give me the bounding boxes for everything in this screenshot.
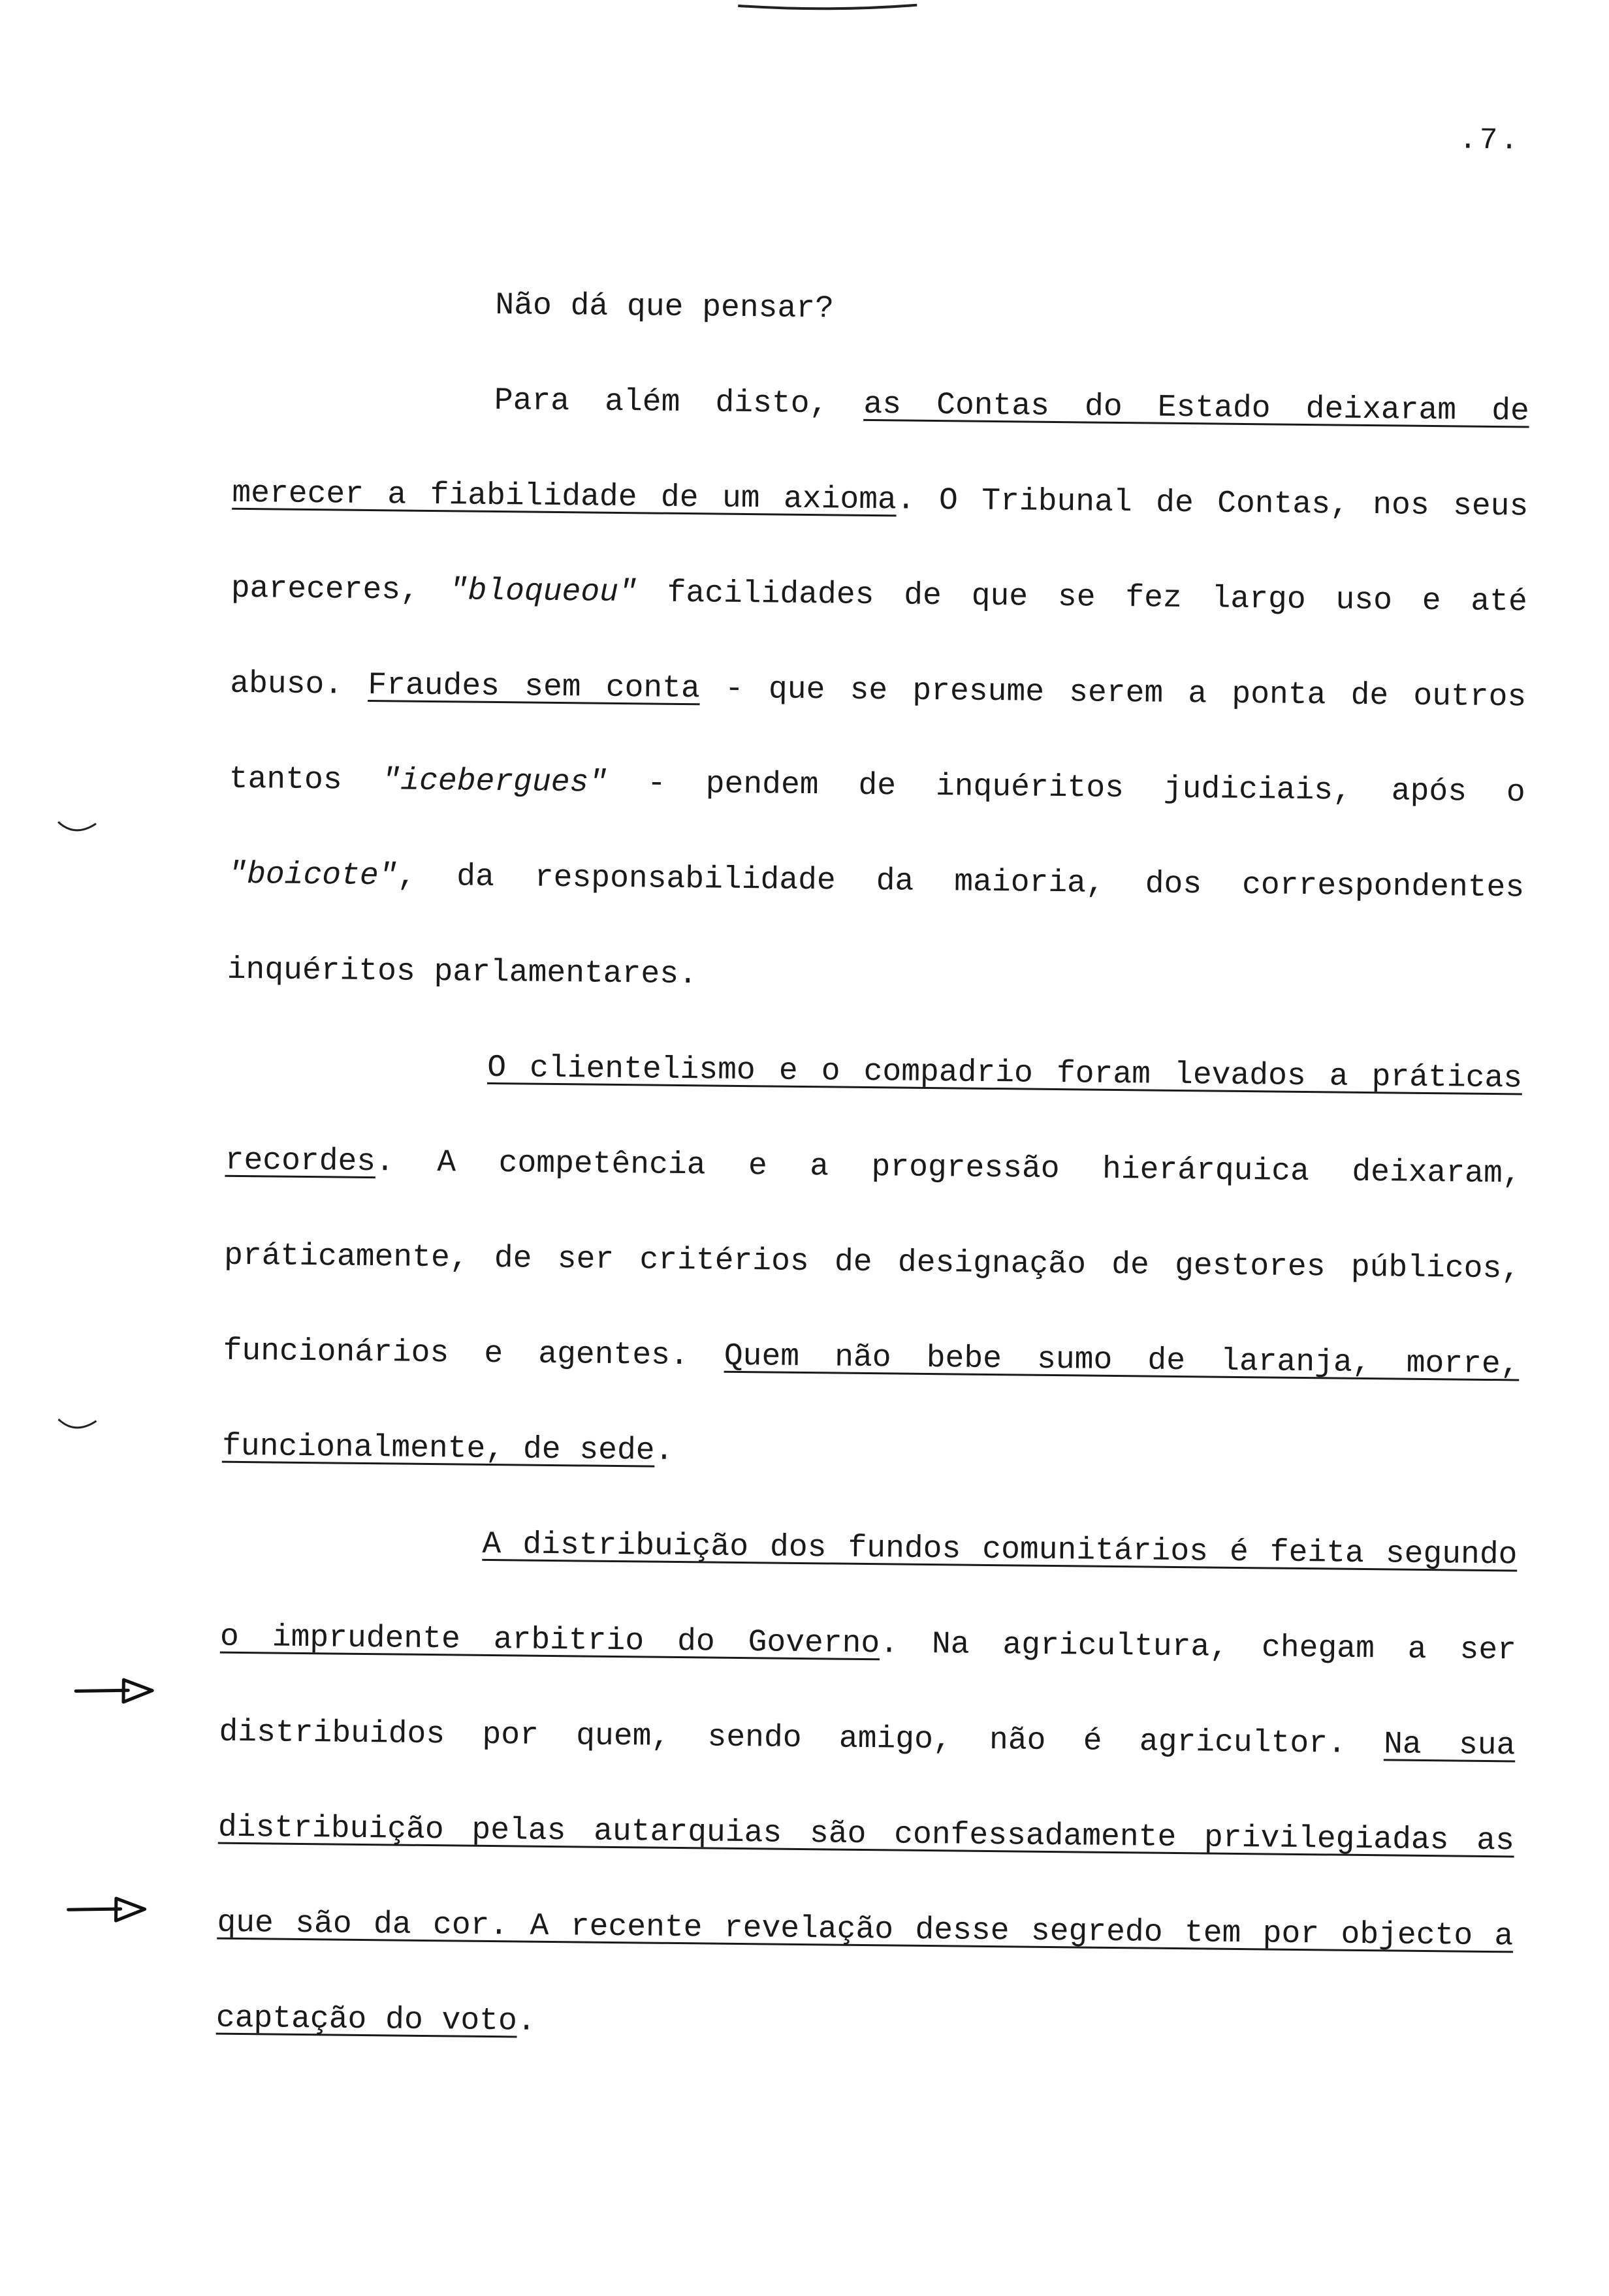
text-segment: "bloqueou" xyxy=(449,573,638,611)
text-segment: . A competência e a progressão hierárquica deixaram, práticamente, de ser critérios de designação de gestores públicos, funcionários e agentes. xyxy=(223,1144,1521,1374)
paragraph xyxy=(215,1494,1518,2080)
text-segment: "boicote" xyxy=(227,857,398,894)
text-segment: "icebergues" xyxy=(381,763,608,801)
text-segment: facilidades de que se fez largo uso e até abuso. xyxy=(230,575,1528,703)
margin-mark-icon xyxy=(56,818,101,838)
underlined-phrase: A distribuição dos fundos comunitários é feita segundo o imprudente arbitrio do Governo xyxy=(219,1526,1518,1662)
text-segment: . O Tribunal de Contas, nos seus pareceres, xyxy=(231,482,1529,609)
handwritten-arrow-icon xyxy=(65,1889,150,1928)
text-segment: . Na agricultura, chegam a ser distribuidos por quem, sendo amigo, não é agricultor. xyxy=(219,1626,1517,1763)
text-segment: - pendem de inquéritos judiciais, após o xyxy=(607,765,1525,811)
text-segment: Para além disto, xyxy=(494,383,864,422)
paragraph xyxy=(227,351,1530,1031)
underlined-phrase: Na sua distribuição pelas autarquias são confessadamente privilegiadas as que são da cor. A recente revelação desse segredo tem por objecto a captação do voto xyxy=(215,1727,1516,2039)
underlined-phrase: Fraudes sem conta xyxy=(368,667,701,707)
underlined-phrase: O clientelismo e o compadrio foram levados a práticas recordes xyxy=(225,1050,1523,1180)
document-body xyxy=(215,255,1531,2080)
text-segment: . xyxy=(517,2004,536,2039)
text-segment: Não dá que pensar? xyxy=(495,287,835,327)
top-edge-mark-icon xyxy=(737,0,919,14)
underlined-phrase: Quem não bebe sumo de laranja, morre, funcionalmente, de sede xyxy=(221,1338,1520,1469)
text-segment: . xyxy=(654,1433,674,1469)
text-segment: - que se presume serem a ponta de outros tantos xyxy=(229,671,1527,799)
underlined-phrase: as Contas do Estado deixaram de merecer a fiabilidade de um axioma xyxy=(232,386,1530,518)
text-segment: , da responsabilidade da maioria, dos correspondentes inquéritos parlamentares. xyxy=(227,858,1525,993)
paragraph xyxy=(234,255,1531,364)
margin-mark-icon xyxy=(56,1415,101,1436)
page-number: .7. xyxy=(1458,123,1521,158)
paragraph xyxy=(221,1018,1523,1508)
handwritten-arrow-icon xyxy=(72,1670,158,1710)
